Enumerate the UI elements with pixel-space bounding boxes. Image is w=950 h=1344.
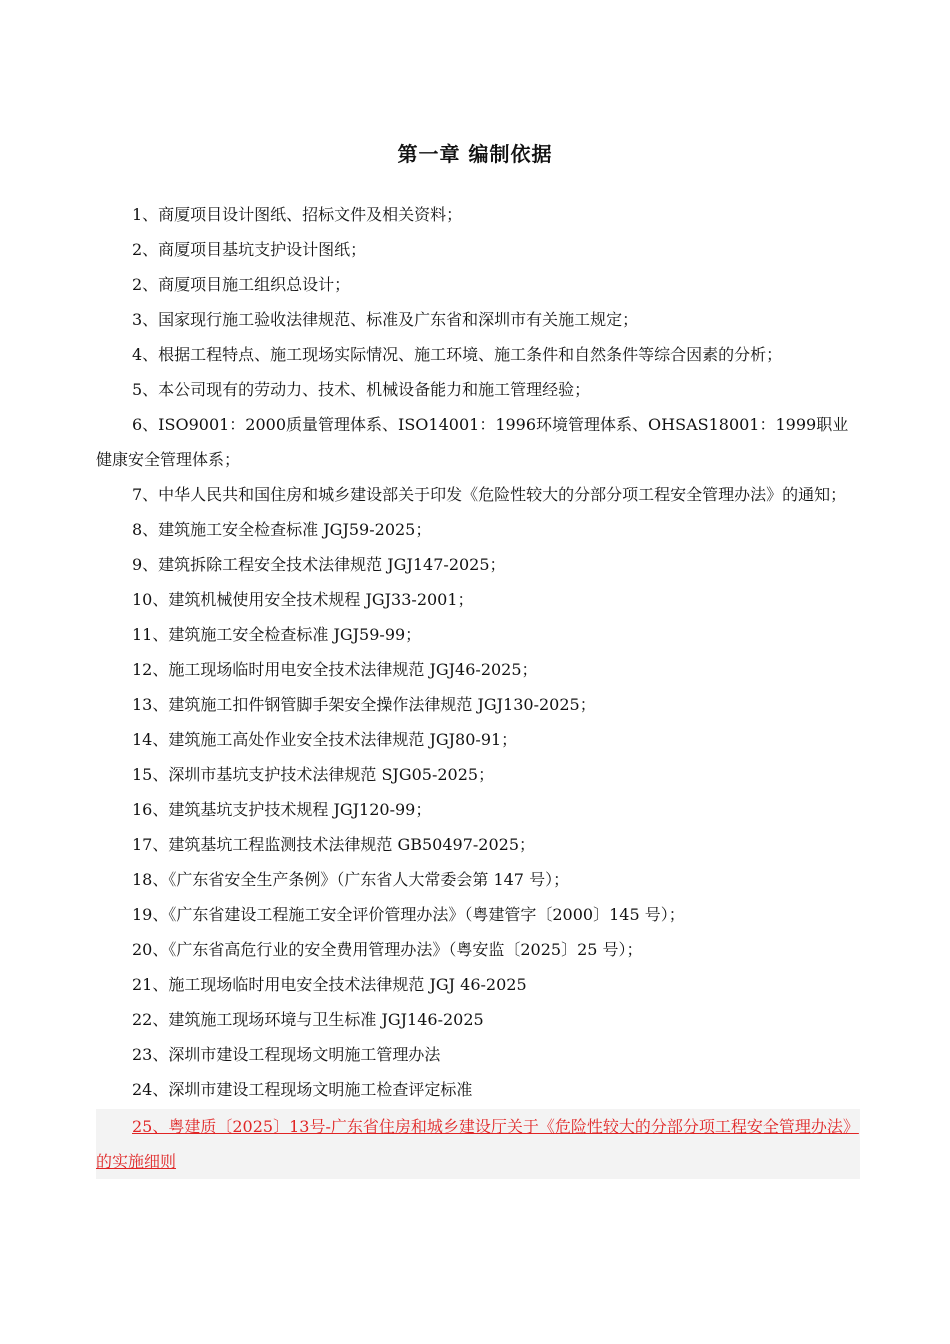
list-item: 14、建筑施工高处作业安全技术法律规范 JGJ80-91； xyxy=(132,730,518,749)
highlighted-list-item: 25、粤建质〔2025〕13号-广东省住房和城乡建设厅关于《危险性较大的分部分项工程安全管理办法》的实施细则 xyxy=(96,1109,860,1179)
list-item: 1、商厦项目设计图纸、招标文件及相关资料； xyxy=(132,205,463,224)
list-item: 11、建筑施工安全检查标准 JGJ59-99； xyxy=(132,625,422,644)
list-item: 12、施工现场临时用电安全技术法律规范 JGJ46-2025； xyxy=(132,660,538,679)
list-item: 21、施工现场临时用电安全技术法律规范 JGJ 46-2025 xyxy=(132,975,527,994)
list-item: 6、ISO9001：2000质量管理体系、ISO14001：1996环境管理体系、OHSAS18001：1999职业健康安全管理体系； xyxy=(96,415,849,469)
list-item: 20、《广东省高危行业的安全费用管理办法》（粤安监〔2025〕25 号）； xyxy=(132,940,643,959)
list-item: 9、建筑拆除工程安全技术法律规范 JGJ147-2025； xyxy=(132,555,506,574)
list-item: 15、深圳市基坑支护技术法律规范 SJG05-2025； xyxy=(132,765,495,784)
list-item: 10、建筑机械使用安全技术规程 JGJ33-2001； xyxy=(132,590,474,609)
list-item: 2、商厦项目基坑支护设计图纸； xyxy=(132,240,367,259)
list-item: 22、建筑施工现场环境与卫生标准 JGJ146-2025 xyxy=(132,1010,484,1029)
list-item: 4、根据工程特点、施工现场实际情况、施工环境、施工条件和自然条件等综合因素的分析； xyxy=(132,345,783,364)
basis-list xyxy=(96,197,860,1179)
chapter-title: 第一章 编制依据 xyxy=(397,142,553,166)
list-item: 2、商厦项目施工组织总设计； xyxy=(132,275,351,294)
list-item: 8、建筑施工安全检查标准 JGJ59-2025； xyxy=(132,520,432,539)
list-item: 13、建筑施工扣件钢管脚手架安全操作法律规范 JGJ130-2025； xyxy=(132,695,596,714)
list-item: 7、中华人民共和国住房和城乡建设部关于印发《危险性较大的分部分项工程安全管理办法》的通知； xyxy=(132,485,847,504)
list-item: 16、建筑基坑支护技术规程 JGJ120-99； xyxy=(132,800,432,819)
list-item: 19、《广东省建设工程施工安全评价管理办法》（粤建管字〔2000〕145 号）； xyxy=(132,905,685,924)
list-item: 3、国家现行施工验收法律规范、标准及广东省和深圳市有关施工规定； xyxy=(132,310,639,329)
list-item: 24、深圳市建设工程现场文明施工检查评定标准 xyxy=(132,1080,473,1099)
list-item: 5、本公司现有的劳动力、技术、机械设备能力和施工管理经验； xyxy=(132,380,591,399)
list-item: 17、建筑基坑工程监测技术法律规范 GB50497-2025； xyxy=(132,835,536,854)
list-item: 18、《广东省安全生产条例》（广东省人大常委会第 147 号）； xyxy=(132,870,570,889)
list-item: 23、深圳市建设工程现场文明施工管理办法 xyxy=(132,1045,441,1064)
